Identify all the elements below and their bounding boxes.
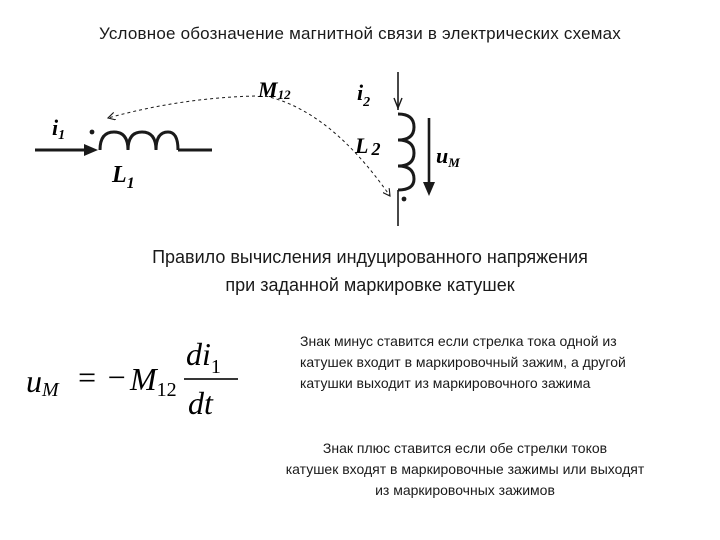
- rule-heading-line-2: при заданной маркировке катушек: [225, 275, 515, 295]
- minus-rule-line-1: Знак минус ставится если стрелка тока одной из: [300, 333, 617, 349]
- formula-coefficient: M12: [130, 361, 177, 401]
- formula-denominator: dt: [188, 385, 213, 421]
- formula-numerator: $di_1$: [186, 336, 221, 378]
- coupling-arrow-to-coil-1: [108, 96, 255, 118]
- label-M12: M12: [258, 77, 291, 102]
- current-i1-arrow: [84, 144, 98, 156]
- label-L1: $L_1$: [112, 162, 135, 192]
- plus-sign-rule: [230, 438, 700, 501]
- label-L2: L 2: [355, 133, 381, 159]
- minus-rule-line-2: катушек входит в маркировочный зажим, а другой: [300, 354, 626, 370]
- plus-rule-line-2: катушек входят в маркировочные зажимы или выходят: [285, 461, 645, 477]
- induced-voltage-formula: [26, 336, 238, 421]
- slide-title: Условное обозначение магнитной связи в электрических схемах: [99, 24, 621, 43]
- rule-heading-line-1: Правило вычисления индуцированного напряжения: [152, 247, 588, 267]
- coil-2-polarity-dot: [402, 197, 407, 202]
- formula-lhs: uM: [26, 363, 59, 401]
- minus-rule-line-3: катушки выходит из маркировочного зажима: [300, 375, 591, 391]
- label-i2: $i_2$: [357, 80, 371, 110]
- minus-sign-rule: [300, 331, 710, 394]
- coil-2: [394, 72, 435, 226]
- mutual-coupling-arrows: [108, 96, 390, 196]
- coil-2-winding: [398, 114, 414, 190]
- formula-equals-minus: = −: [76, 359, 128, 395]
- coil-1-winding: [100, 132, 178, 150]
- plus-rule-line-1: Знак плюс ставится если обе стрелки токов: [322, 440, 608, 456]
- coil-1-polarity-dot: [90, 130, 95, 135]
- voltage-arrow-head: [423, 182, 435, 196]
- plus-rule-line-3: из маркировочных зажимов: [375, 482, 555, 498]
- rule-heading: [60, 243, 680, 299]
- label-i1: i1: [52, 115, 66, 143]
- label-uM: uM: [436, 143, 460, 170]
